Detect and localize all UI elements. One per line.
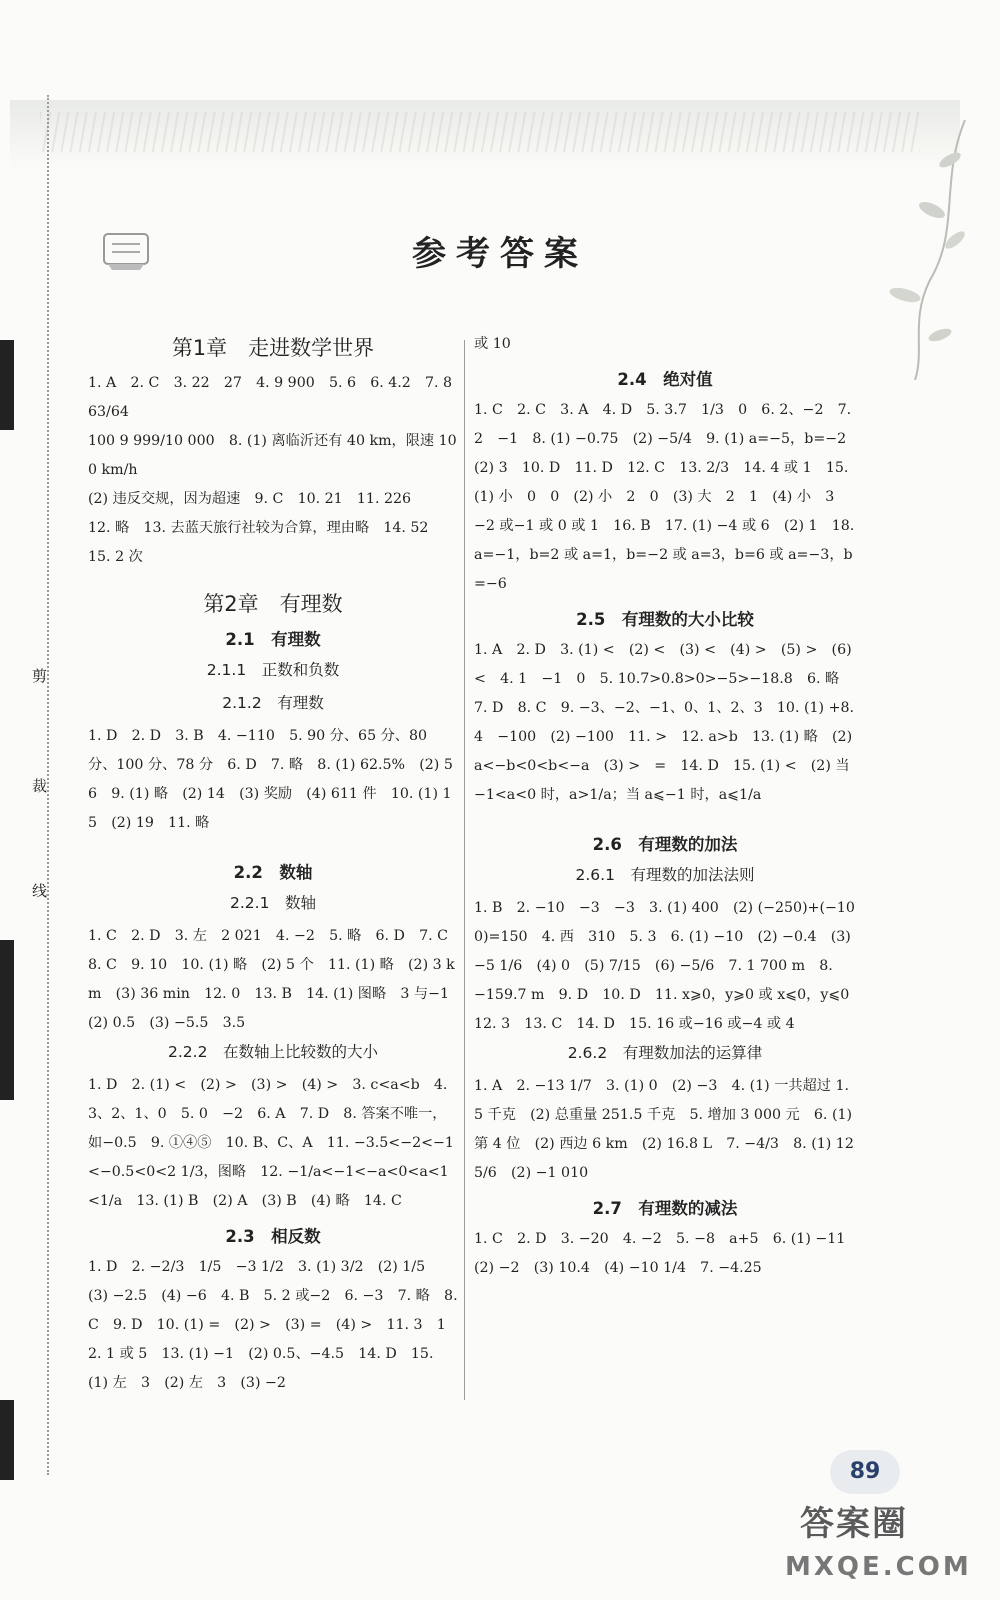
- answer-paragraph: 1. A 2. −13 1/7 3. (1) 0 (2) −3 4. (1) 一共超过 1.5 千克 (2) 总重量 251.5 千克 5. 增加 3 000 元 6. (1) 第 4 位 (2) 西边 6 km (2) 16.8 L 7. −4/3 8. (1) 12 5/6 (2) −1 010: [474, 1078, 854, 1181]
- section-heading: 2.1.1 正数和负数: [206, 661, 340, 679]
- answer-paragraph: 1. D 2. D 3. B 4. −110 5. 90 分、65 分、80 分、100 分、78 分 6. D 7. 略 8. (1) 62.5% (2) 56 9. (1) 略 (2) 14 (3) 奖励 (4) 611 件 10. (1) 15 (2) 19 11. 略: [88, 728, 453, 831]
- banner-texture: [40, 112, 920, 152]
- section-heading: 2.1 有理数: [225, 630, 321, 649]
- answer-paragraph: 1. C 2. C 3. A 4. D 5. 3.7 1/3 0 6. 2、−2 7. 2 −1 8. (1) −0.75 (2) −5/4 9. (1) a=−5，b=−2 (2) 3 10. D 11. D 12. C 13. 2/3 14. 4 或 1 15. (1) 小 0 0 (2) 小 2 0 (3) 大 2 1 (4) 小 3 −2 或−1 或 0 或 1 16. B 17. (1) −4 或 6 (2) 1 18. a=−1，b=2 或 a=1，b=−2 或 a=3，b=6 或 a=−3，b=−6: [474, 402, 861, 592]
- answer-paragraph: 12. 略 13. 去蓝天旅行社较为合算，理由略 14. 52: [88, 520, 429, 536]
- answer-paragraph: (2) 违反交规，因为超速 9. C 10. 21 11. 226: [88, 491, 412, 507]
- spacer: [88, 838, 458, 852]
- answer-paragraph: 或 10: [474, 336, 511, 352]
- page-title: 参考答案: [412, 234, 588, 274]
- spacer: [474, 810, 856, 824]
- section-heading: 第2章 有理数: [203, 592, 343, 616]
- left-column: [88, 330, 464, 1398]
- section-heading: 第1章 走进数学世界: [171, 336, 375, 360]
- section-heading: 2.7 有理数的减法: [592, 1199, 738, 1218]
- watermark-url: MXQE.COM: [785, 1552, 972, 1582]
- answer-paragraph: 1. A 2. D 3. (1) < (2) < (3) < (4) > (5) > (6) < 4. 1 −1 0 5. 10.7>0.8>0>−5>−18.8 6. 略 7. D 8. C 9. −3、−2、−1、0、1、2、3 10. (1) +8.4 −100 (2) −100 11. > 12. a>b 13. (1) 略 (2) a<−b<0<b<−a (3) > = 14. D 15. (1) < (2) 当−1<a<0 时，a>1/a；当 a⩽−1 时，a⩽1/a: [474, 642, 855, 803]
- answer-paragraph: 1. D 2. (1) < (2) > (3) > (4) > 3. c<a<b 4. 3、2、1、0 5. 0 −2 6. A 7. D 8. 答案不唯一，如−0.5 9. ①④⑤ 10. B、C、A 11. −3.5<−2<−1<−0.5<0<2 1/3，图略 12. −1/a<−1<−a<0<a<1<1/a 13. (1) B (2) A (3) B (4) 略 14. C: [88, 1077, 454, 1209]
- section-heading: 2.3 相反数: [225, 1227, 321, 1246]
- scan-edge: [0, 1400, 14, 1480]
- page-number: 89: [830, 1450, 900, 1494]
- section-heading: 2.6.2 有理数加法的运算律: [567, 1044, 763, 1062]
- answer-paragraph: 1. B 2. −10 −3 −3 3. (1) 400 (2) (−250)+(−100)=150 4. 西 310 5. 3 6. (1) −10 (2) −0.4 (3) −5 1/6 (4) 0 (5) 7/15 (6) −5/6 7. 1 700 m 8. −159.7 m 9. D 10. D 11. x⩾0，y⩾0 或 x⩽0，y⩽0 12. 3 13. C 14. D 15. 16 或−16 或−4 或 4: [474, 900, 864, 1032]
- section-heading: 2.6.1 有理数的加法法则: [575, 866, 755, 884]
- cut-char: 线: [32, 882, 48, 900]
- answer-paragraph: 15. 2 次: [88, 549, 143, 565]
- cut-char: 剪: [32, 667, 48, 685]
- scan-edge: [0, 340, 14, 430]
- section-heading: 2.2.2 在数轴上比较数的大小: [168, 1043, 378, 1061]
- section-heading: 2.5 有理数的大小比较: [576, 610, 754, 629]
- answer-paragraph: 1. C 2. D 3. 左 2 021 4. −2 5. 略 6. D 7. C 8. C 9. 10 10. (1) 略 (2) 5 个 11. (1) 略 (2) 3 km (3) 36 min 12. 0 13. B 14. (1) 图略 3 与−1 (2) 0.5 (3) −5.5 3.5: [88, 928, 464, 1031]
- section-heading: 2.2.1 数轴: [230, 894, 316, 912]
- section-heading: 2.4 绝对值: [617, 370, 713, 389]
- cut-char: 裁: [32, 777, 48, 795]
- section-heading: 2.2 数轴: [233, 863, 313, 882]
- column-divider: [464, 340, 465, 1400]
- answer-paragraph: 1. C 2. D 3. −20 4. −2 5. −8 a+5 6. (1) −11 (2) −2 (3) 10.4 (4) −10 1/4 7. −4.25: [474, 1231, 860, 1276]
- section-heading: 2.1.2 有理数: [222, 694, 324, 712]
- watermark-text: 答案圈: [800, 1504, 908, 1544]
- scan-edge: [0, 940, 14, 1100]
- answer-paragraph: 100 9 999/10 000 8. (1) 离临沂还有 40 km，限速 100 km/h: [88, 433, 457, 478]
- cut-line: [47, 95, 49, 1475]
- section-heading: 2.6 有理数的加法: [592, 835, 738, 854]
- right-column: [474, 330, 864, 1283]
- spacer: [88, 572, 458, 586]
- answer-paragraph: 1. D 2. −2/3 1/5 −3 1/2 3. (1) 3/2 (2) 1/5 (3) −2.5 (4) −6 4. B 5. 2 或−2 6. −3 7. 略 8. C 9. D 10. (1) = (2) > (3) = (4) > 11. 3 12. 1 或 5 13. (1) −1 (2) 0.5、−4.5 14. D 15. (1) 左 3 (2) 左 3 (3) −2: [88, 1259, 458, 1391]
- answer-paragraph: 1. A 2. C 3. 22 27 4. 9 900 5. 6 6. 4.2 7. 8 63/64: [88, 375, 453, 420]
